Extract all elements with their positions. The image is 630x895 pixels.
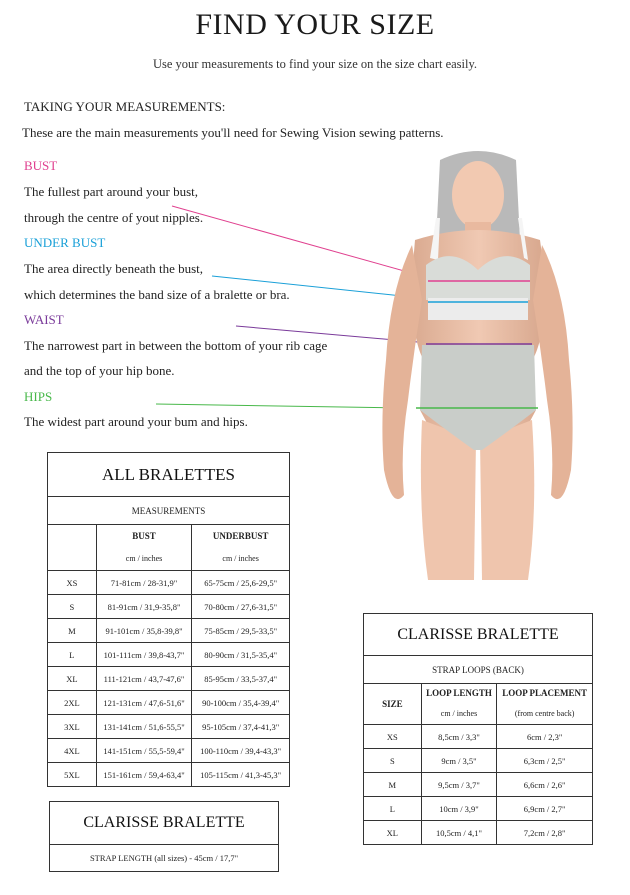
underbust-unit: cm / inches — [192, 547, 290, 571]
underbust-cell: 70-80cm / 27,6-31,5" — [192, 595, 290, 619]
all-bralettes-subtitle: MEASUREMENTS — [48, 497, 290, 525]
hips-pointer-line — [156, 404, 404, 408]
underbust-column-header: UNDERBUST — [192, 525, 290, 547]
bust-cell: 131-141cm / 51,6-55,5" — [96, 715, 192, 739]
underbust-cell: 90-100cm / 35,4-39,4" — [192, 691, 290, 715]
table-row — [48, 643, 290, 667]
intro-text: These are the main measurements you'll need for Sewing Vision sewing patterns. — [22, 125, 444, 140]
size-cell: L — [364, 797, 422, 821]
underbust-cell: 85-95cm / 33,5-37,4" — [192, 667, 290, 691]
table-row — [364, 773, 593, 797]
loop-placement-column-header: LOOP PLACEMENT — [497, 684, 593, 703]
size-column-header — [48, 525, 97, 571]
table-row — [48, 739, 290, 763]
bust-cell: 141-151cm / 55,5-59,4" — [96, 739, 192, 763]
underbust-cell: 75-85cm / 29,5-33,5" — [192, 619, 290, 643]
size-cell: 4XL — [48, 739, 97, 763]
bust-desc-line-1: The fullest part around your bust, — [24, 184, 199, 199]
table-row — [48, 619, 290, 643]
table-row — [364, 749, 593, 773]
size-cell: 2XL — [48, 691, 97, 715]
body-figure-illustration — [370, 150, 585, 582]
bust-cell: 121-131cm / 47,6-51,6" — [96, 691, 192, 715]
size-cell: 5XL — [48, 763, 97, 787]
bust-label: BUST — [24, 158, 58, 173]
size-cell: L — [48, 643, 97, 667]
size-cell: 3XL — [48, 715, 97, 739]
table-row — [48, 595, 290, 619]
underbust-cell: 100-110cm / 39,4-43,3" — [192, 739, 290, 763]
page-title: FIND YOUR SIZE — [195, 8, 435, 41]
size-column-header: SIZE — [364, 684, 422, 725]
loop-length-cell: 9cm / 3,5" — [421, 749, 497, 773]
table-row — [48, 691, 290, 715]
bust-desc-line-2: through the centre of yout nipples. — [24, 210, 204, 225]
underbust-cell: 105-115cm / 41,3-45,3" — [192, 763, 290, 787]
underbust-cell: 65-75cm / 25,6-29,5" — [192, 571, 290, 595]
loop-placement-cell: 7,2cm / 2,8" — [497, 821, 593, 845]
clarisse-strap-length: STRAP LENGTH (all sizes) - 45cm / 17,7" — [50, 845, 279, 872]
all-bralettes-title: ALL BRALETTES — [48, 453, 290, 497]
bust-cell: 81-91cm / 31,9-35,8" — [96, 595, 192, 619]
loop-length-unit: cm / inches — [421, 703, 497, 725]
size-cell: XS — [364, 725, 422, 749]
size-cell: XS — [48, 571, 97, 595]
loop-length-cell: 8,5cm / 3,3" — [421, 725, 497, 749]
clarisse-strap-loops-table — [363, 613, 593, 845]
table-row — [364, 821, 593, 845]
size-cell: XL — [48, 667, 97, 691]
waist-desc-line-1: The narrowest part in between the bottom of your rib cage — [24, 338, 328, 353]
bust-cell: 151-161cm / 59,4-63,4" — [96, 763, 192, 787]
loop-placement-cell: 6cm / 2,3" — [497, 725, 593, 749]
size-cell: M — [48, 619, 97, 643]
page-subtitle: Use your measurements to find your size on the size chart easily. — [152, 57, 478, 71]
loop-length-column-header: LOOP LENGTH — [421, 684, 497, 703]
clarisse-loops-subtitle: STRAP LOOPS (BACK) — [364, 656, 593, 684]
table-row — [364, 797, 593, 821]
bust-cell: 101-111cm / 39,8-43,7" — [96, 643, 192, 667]
size-cell: XL — [364, 821, 422, 845]
loop-length-cell: 10cm / 3,9" — [421, 797, 497, 821]
hips-desc-line-1: The widest part around your bum and hips. — [24, 414, 248, 429]
underbust-desc-line-2: which determines the band size of a bralette or bra. — [24, 287, 290, 302]
loop-length-cell: 10,5cm / 4,1" — [421, 821, 497, 845]
bust-column-header: BUST — [96, 525, 192, 547]
loop-placement-cell: 6,9cm / 2,7" — [497, 797, 593, 821]
loop-placement-cell: 6,6cm / 2,6" — [497, 773, 593, 797]
clarisse-loops-title: CLARISSE BRALETTE — [364, 614, 593, 656]
bust-cell: 91-101cm / 35,8-39,8" — [96, 619, 192, 643]
underbust-desc-line-1: The area directly beneath the bust, — [24, 261, 204, 276]
size-cell: S — [364, 749, 422, 773]
loop-placement-unit: (from centre back) — [497, 703, 593, 725]
size-cell: S — [48, 595, 97, 619]
bust-unit: cm / inches — [96, 547, 192, 571]
all-bralettes-table — [47, 452, 290, 787]
table-row — [48, 667, 290, 691]
clarisse-strap-length-table — [49, 801, 279, 872]
table-row — [48, 715, 290, 739]
underbust-cell: 95-105cm / 37,4-41,3" — [192, 715, 290, 739]
underbust-cell: 80-90cm / 31,5-35,4" — [192, 643, 290, 667]
table-row — [364, 725, 593, 749]
waist-label: WAIST — [24, 312, 64, 327]
size-cell: M — [364, 773, 422, 797]
loop-placement-cell: 6,3cm / 2,5" — [497, 749, 593, 773]
waist-desc-line-2: and the top of your hip bone. — [24, 363, 175, 378]
table-row — [48, 571, 290, 595]
section-heading: TAKING YOUR MEASUREMENTS: — [24, 99, 226, 114]
bust-cell: 71-81cm / 28-31,9" — [96, 571, 192, 595]
hips-label: HIPS — [24, 389, 53, 404]
loop-length-cell: 9,5cm / 3,7" — [421, 773, 497, 797]
underbust-label: UNDER BUST — [24, 235, 106, 250]
table-row — [48, 763, 290, 787]
bust-cell: 111-121cm / 43,7-47,6" — [96, 667, 192, 691]
clarisse-strap-title: CLARISSE BRALETTE — [50, 802, 279, 845]
